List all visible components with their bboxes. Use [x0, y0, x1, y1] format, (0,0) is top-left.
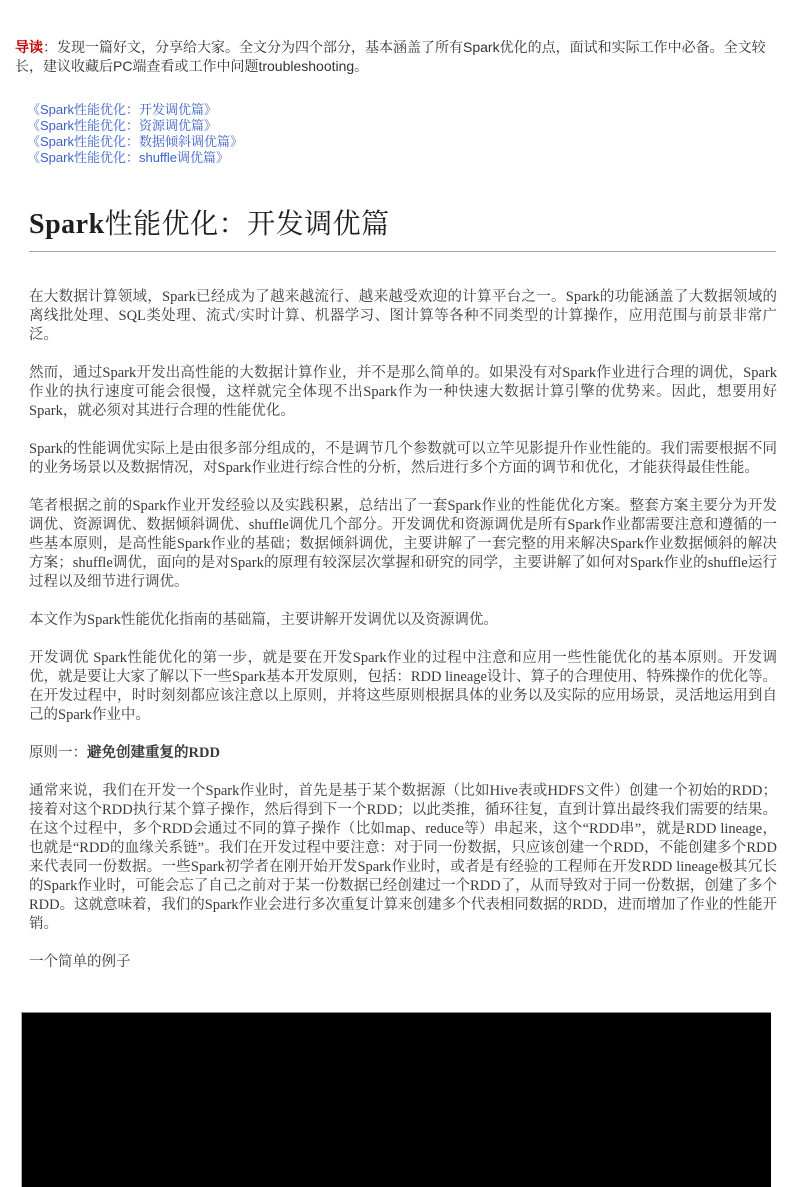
example-caption: 一个简单的例子 — [29, 954, 131, 970]
principle-one-prefix: 原则一： — [29, 745, 87, 761]
link-spark-dev-tuning[interactable]: 《Spark性能优化：开发调优篇》 — [27, 102, 217, 117]
intro-note — [15, 38, 777, 76]
principle-one-heading — [29, 744, 777, 763]
intro-text: 发现一篇好文，分享给大家。全文分为四个部分，基本涵盖了所有Spark优化的点，面试和实际工作中必备。全文较长，建议收藏后PC端查看或工作中问题troubleshooting。 — [15, 39, 766, 74]
series-link-list — [27, 102, 777, 166]
paragraph: 通常来说，我们在开发一个Spark作业时，首先是基于某个数据源（比如Hive表或HDFS文件）创建一个初始的RDD；接着对这个RDD执行某个算子操作，然后得到下一个RDD；以此类推，循环往复，直到计算出最终我们需要的结果。在这个过程中，多个RDD会通过不同的算子操作（比如map、reduce等）串起来，这个“RDD串”，就是RDD lineage，也就是“RDD的血缘关系链”。我们在开发过程中要注意：对于同一份数据，只应该创建一个RDD，不能创建多个RDD来代表同一份数据。一些Spark初学者在刚开始开发Spark作业时，或者是有经验的工程师在开发RDD lineage极其冗长的Spark作业时，可能会忘了自己之前对于某一份数据已经创建过一个RDD了，从而导致对于同一份数据，创建了多个RDD。这就意味着，我们的Spark作业会进行多次重复计算来创建多个代表相同数据的RDD，进而增加了作业的性能开销。 — [29, 783, 777, 932]
intro-label: 导读 — [15, 39, 43, 55]
paragraph: Spark的性能调优实际上是由很多部分组成的，不是调节几个参数就可以立竿见影提升作业性能的。我们需要根据不同的业务场景以及数据情况，对Spark作业进行综合性的分析，然后进行多个方面的调节和优化，才能获得最佳性能。 — [29, 441, 777, 476]
link-spark-data-skew-tuning[interactable]: 《Spark性能优化：数据倾斜调优篇》 — [27, 134, 243, 149]
article-title-cjk: 性能优化：开发调优篇 — [104, 208, 390, 239]
paragraph: 开发调优 Spark性能优化的第一步，就是要在开发Spark作业的过程中注意和应用一些性能优化的基本原则。开发调优，就是要让大家了解以下一些Spark基本开发原则，包括：RDD lineage设计、算子的合理使用、特殊操作的优化等。在开发过程中，时时刻刻都应该注意以上原则，并将这些原则根据具体的业务以及实际的应用场景，灵活地运用到自己的Spark作业中。 — [29, 650, 777, 723]
paragraph: 在大数据计算领域，Spark已经成为了越来越流行、越来越受欢迎的计算平台之一。Spark的功能涵盖了大数据领域的离线批处理、SQL类处理、流式/实时计算、机器学习、图计算等各种不同类型的计算操作，应用范围与前景非常广泛。 — [29, 289, 777, 343]
paragraph: 本文作为Spark性能优化指南的基础篇，主要讲解开发调优以及资源调优。 — [29, 612, 498, 628]
article-title — [29, 202, 776, 252]
article-title-latin: Spark — [29, 209, 105, 240]
paragraph: 然而，通过Spark开发出高性能的大数据计算作业，并不是那么简单的。如果没有对Spark作业进行合理的调优，Spark作业的执行速度可能会很慢，这样就完全体现不出Spark作为一种快速大数据计算引擎的优势来。因此，想要用好Spark，就必须对其进行合理的性能优化。 — [29, 365, 777, 419]
principle-one-title: 避免创建重复的RDD — [87, 745, 220, 761]
article-body — [29, 288, 777, 972]
intro-colon: ： — [43, 39, 57, 55]
link-spark-shuffle-tuning[interactable]: 《Spark性能优化：shuffle调优篇》 — [27, 150, 230, 165]
link-spark-resource-tuning[interactable]: 《Spark性能优化：资源调优篇》 — [27, 118, 217, 133]
code-screenshot-image — [21, 1012, 771, 1187]
paragraph: 笔者根据之前的Spark作业开发经验以及实践积累，总结出了一套Spark作业的性能优化方案。整套方案主要分为开发调优、资源调优、数据倾斜调优、shuffle调优几个部分。开发调优和资源调优是所有Spark作业都需要注意和遵循的一些基本原则，是高性能Spark作业的基础；数据倾斜调优，主要讲解了一套完整的用来解决Spark作业数据倾斜的解决方案；shuffle调优，面向的是对Spark的原理有较深层次掌握和研究的同学，主要讲解了如何对Spark作业的shuffle运行过程以及细节进行调优。 — [29, 498, 777, 590]
